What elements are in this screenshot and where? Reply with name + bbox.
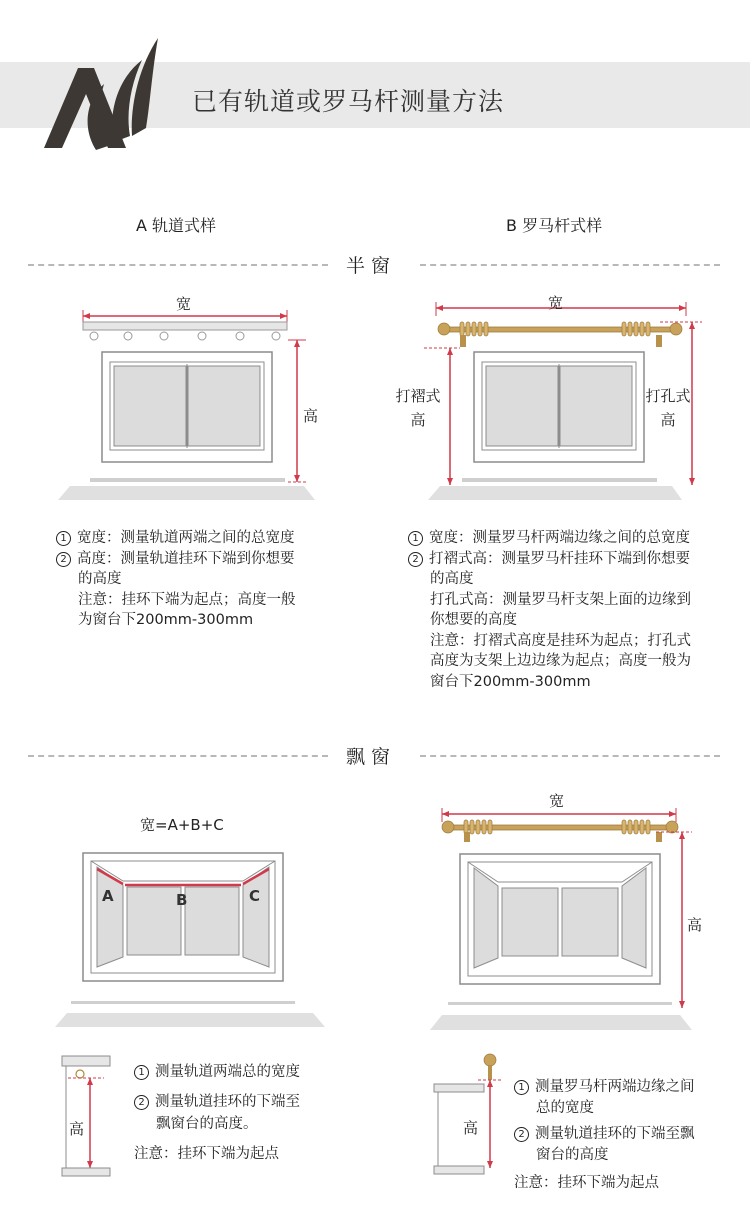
note-height: 2 测量轨道挂环的下端至 bbox=[134, 1091, 354, 1113]
note-width: 1 测量轨道两端总的宽度 bbox=[134, 1061, 354, 1083]
bay-rod-side-diagram bbox=[430, 1050, 510, 1180]
brand-logo bbox=[38, 32, 168, 152]
segment-b-label: B bbox=[176, 891, 188, 909]
half-track-width-label: 宽 bbox=[176, 295, 192, 313]
segment-c-label: C bbox=[249, 887, 261, 905]
note-grommet-height: 打孔式高：测量罗马杆支架上面的边缘到 bbox=[430, 591, 691, 608]
section-bay-window: 飘窗 bbox=[346, 746, 397, 768]
divider-right bbox=[420, 264, 720, 266]
column-b-label: B 罗马杆式样 bbox=[506, 216, 603, 235]
section-half-window: 半窗 bbox=[346, 255, 397, 277]
note-caution: 注意：挂环下端为起点 bbox=[134, 1146, 279, 1162]
column-a-label: A 轨道式样 bbox=[136, 216, 217, 235]
bay-track-diagram bbox=[45, 845, 345, 1035]
pleat-height-label: 打褶式 高 bbox=[395, 387, 441, 429]
segment-a-label: A bbox=[102, 887, 114, 905]
note-caution-cont: 为窗台下200mm-300mm bbox=[78, 612, 254, 628]
half-track-notes bbox=[56, 528, 366, 631]
curtain-track bbox=[83, 322, 287, 330]
note-width: 1 宽度：测量罗马杆两端边缘之间的总宽度 bbox=[408, 528, 743, 549]
bay-rod-small-height-label: 高 bbox=[463, 1119, 479, 1137]
bay-track-side-diagram bbox=[58, 1052, 118, 1182]
bay-track-height-label: 高 bbox=[69, 1120, 85, 1138]
half-rod-notes: 1 宽度：测量罗马杆两端边缘之间的总宽度 2 打褶式高：测量罗马杆挂环下端到你想要 的高度 打孔式高：测量罗马杆支架上面的边缘到 你想要的高度 注意：打褶式高度是挂环为起点；打孔式 高度为支架上边边缘为起点；高度一般为 窗台下200mm-300mm bbox=[408, 528, 743, 692]
divider-left bbox=[28, 264, 328, 266]
half-track-height-label: 高 bbox=[303, 407, 319, 425]
note-caution: 注意：挂环下端为起点 bbox=[514, 1175, 659, 1191]
half-rod-width-label: 宽 bbox=[548, 294, 564, 312]
bay-track-notes: 1 测量轨道两端总的宽度 2 测量轨道挂环的下端至 飘窗台的高度。 注意：挂环下端为起点 bbox=[134, 1061, 354, 1165]
note-height-cont: 的高度 bbox=[78, 571, 122, 587]
divider-left bbox=[28, 755, 328, 757]
bay-rod-notes: 1 测量罗马杆两端边缘之间 总的宽度 2 测量轨道挂环的下端至飘 窗台的高度 注意：挂环下端为起点 bbox=[514, 1077, 744, 1194]
note-width: 1 宽度：测量轨道两端之间的总宽度 bbox=[56, 528, 366, 549]
note-height: 2 测量轨道挂环的下端至飘 bbox=[514, 1124, 744, 1145]
grommet-height-label: 打孔式 高 bbox=[645, 387, 691, 429]
bay-rod-width-label: 宽 bbox=[549, 792, 565, 810]
bay-track-formula: 宽=A+B+C bbox=[140, 816, 224, 834]
divider-right bbox=[420, 755, 720, 757]
half-track-diagram bbox=[30, 280, 370, 510]
note-pleat-height: 2 打褶式高：测量罗马杆挂环下端到你想要 bbox=[408, 549, 743, 570]
note-width: 1 测量罗马杆两端边缘之间 bbox=[514, 1077, 744, 1098]
note-caution: 注意：挂环下端为起点；高度一般 bbox=[78, 591, 296, 608]
bay-rod-height-label: 高 bbox=[687, 916, 703, 934]
note-caution: 注意：打褶式高度是挂环为起点；打孔式 bbox=[430, 632, 691, 649]
page-title: 已有轨道或罗马杆测量方法 bbox=[192, 87, 505, 116]
note-height: 2 高度：测量轨道挂环下端到你想要 bbox=[56, 549, 366, 570]
